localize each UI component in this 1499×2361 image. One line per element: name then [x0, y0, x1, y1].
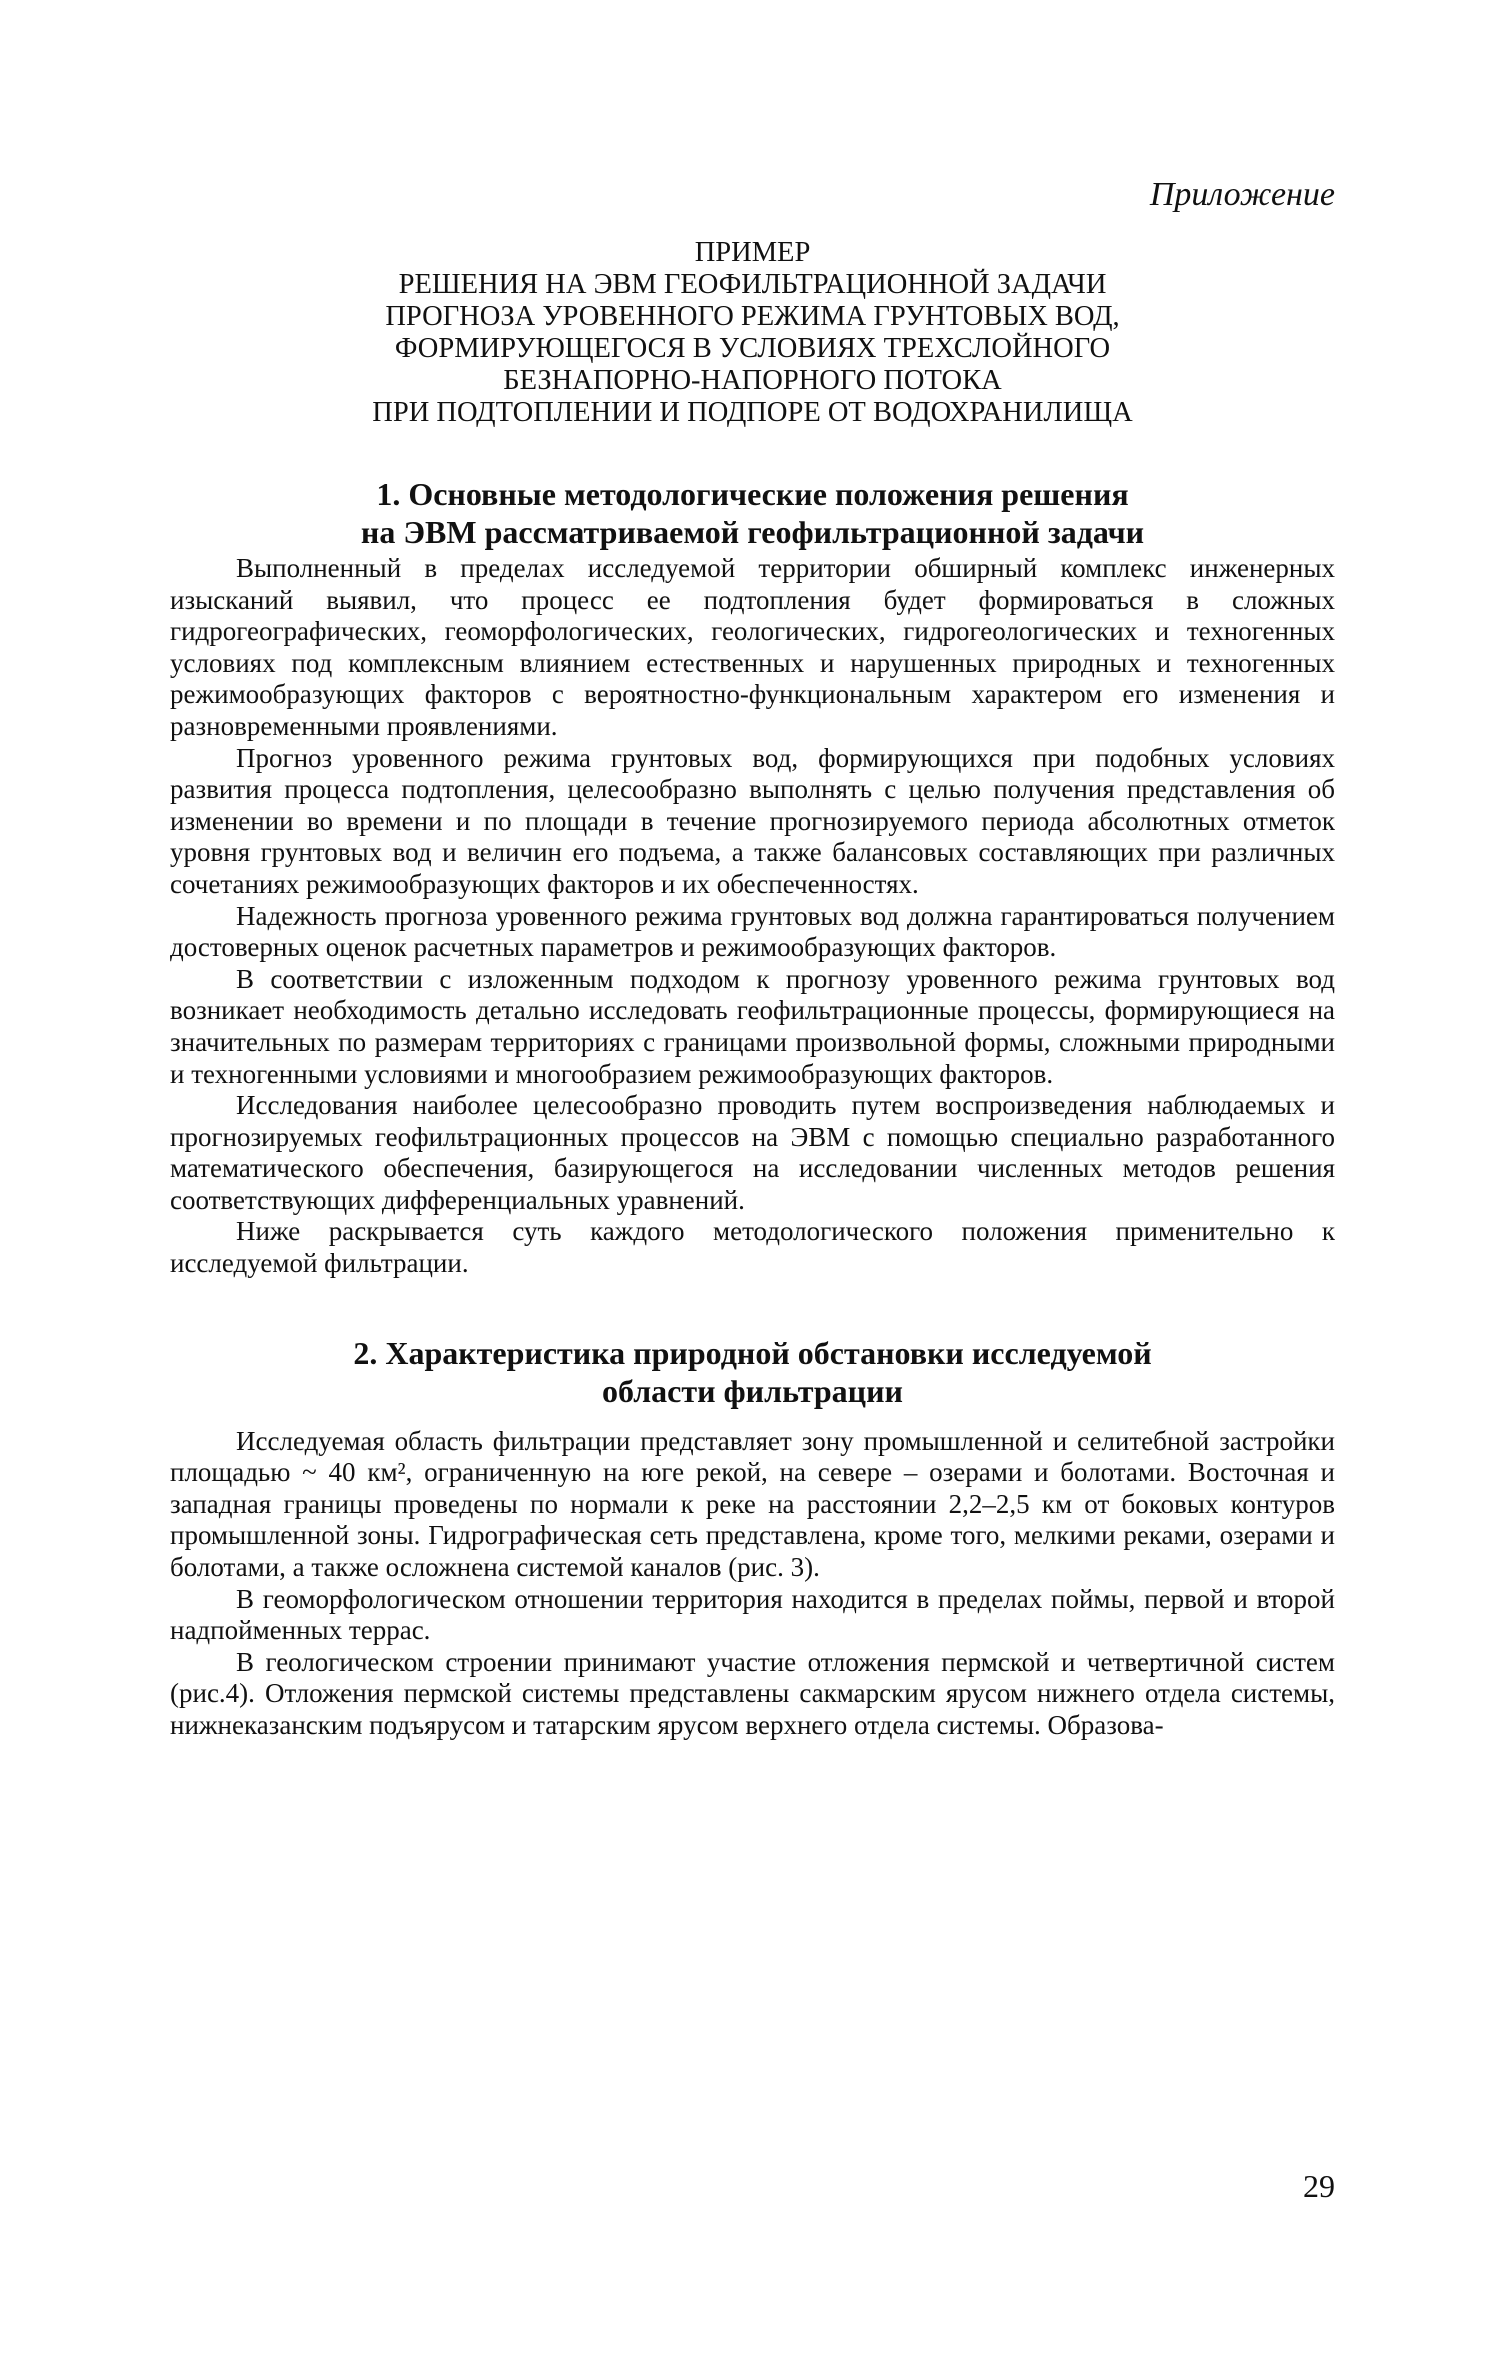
paragraph: Исследования наиболее целесообразно проводить путем воспроизведения наблюдаемых и прогнозируемых геофильтрационных процессов на ЭВМ с помощью специально разработанного математического обеспечения, базирующегося на исследовании численных методов решения соответствующих дифференциальных уравнений. — [170, 1090, 1335, 1215]
paragraph: Прогноз уровенного режима грунтовых вод, формирующихся при подобных условиях развития процесса подтопления, целесообразно выполнять с целью получения представления об изменении во времени и по площади в течение прогнозируемого периода абсолютных отметок уровня грунтовых вод и величин его подъема, а также балансовых составляющих при различных сочетаниях режимообразующих факторов и их обеспеченностях. — [170, 742, 1335, 899]
title-line: ПРОГНОЗА УРОВЕННОГО РЕЖИМА ГРУНТОВЫХ ВОД, — [385, 301, 1120, 332]
page-number: 29 — [1303, 2168, 1335, 2204]
title-line: БЕЗНАПОРНО-НАПОРНОГО ПОТОКА — [503, 365, 1002, 396]
section-heading-line: на ЭВМ рассматриваемой геофильтрационной задачи — [360, 514, 1145, 550]
title-line: ПРИМЕР — [694, 237, 811, 268]
section-1-heading — [170, 475, 1335, 551]
section-heading-line: 1. Основные методологические положения решения — [376, 476, 1129, 512]
section-heading-line: области фильтрации — [602, 1372, 903, 1409]
paragraph: Исследуемая область фильтрации представляет зону промышленной и селитебной застройки площадью ~ 40 км², ограниченную на юге рекой, на севере – озерами и болотами. Восточная и западная границы проведены по нормали к реке на расстоянии 2,2–2,5 км от боковых контуров промышленной зоны. Гидрографическая сеть представлена, кроме того, мелкими реками, озерами и болотами, а также осложнена системой каналов (рис. 3). — [170, 1425, 1335, 1583]
section-2-heading — [170, 1334, 1335, 1410]
paragraph: Ниже раскрывается суть каждого методологического положения применительно к исследуемой фильтрации. — [170, 1216, 1335, 1279]
paragraph: Надежность прогноза уровенного режима грунтовых вод должна гарантироваться получением достоверных оценок расчетных параметров и режимообразующих факторов. — [170, 900, 1335, 963]
page-content — [170, 175, 1335, 1742]
paragraph: В соответствии с изложенным подходом к прогнозу уровенного режима грунтовых вод возникает необходимость детально исследовать геофильтрационные процессы, формирующиеся на значительных по размерам территориях с границами произвольной формы, сложными природными и техногенными условиями и многообразием режимообразующих факторов. — [170, 963, 1335, 1089]
title-line: ПРИ ПОДТОПЛЕНИИ И ПОДПОРЕ ОТ ВОДОХРАНИЛИЩА — [372, 397, 1133, 428]
paragraph: В геоморфологическом отношении территория находится в пределах поймы, первой и второй надпойменных террас. — [170, 1583, 1335, 1646]
document-title — [170, 237, 1335, 429]
section-heading-line: 2. Характеристика природной обстановки исследуемой — [353, 1334, 1152, 1371]
paragraph: В геологическом строении принимают участие отложения пермской и четвертичной систем (рис.4). Отложения пермской системы представлены сакмарским ярусом нижнего отдела системы, нижнеказанским подъярусом и татарским ярусом верхнего отдела системы. Образова- — [170, 1646, 1335, 1740]
title-line: РЕШЕНИЯ НА ЭВМ ГЕОФИЛЬТРАЦИОННОЙ ЗАДАЧИ — [398, 269, 1107, 300]
paragraph: Выполненный в пределах исследуемой территории обширный комплекс инженерных изысканий выявил, что процесс ее подтопления будет формироваться в сложных гидрогеографических, геоморфологических, геологических, гидрогеологических и техногенных условиях под комплексным влиянием естественных и нарушенных природных и техногенных режимообразующих факторов с вероятностно-функциональным характером его изменения и разновременными проявлениями. — [170, 553, 1335, 741]
title-line: ФОРМИРУЮЩЕГОСЯ В УСЛОВИЯХ ТРЕХСЛОЙНОГО — [394, 333, 1111, 364]
running-head: Приложение — [1149, 176, 1335, 213]
